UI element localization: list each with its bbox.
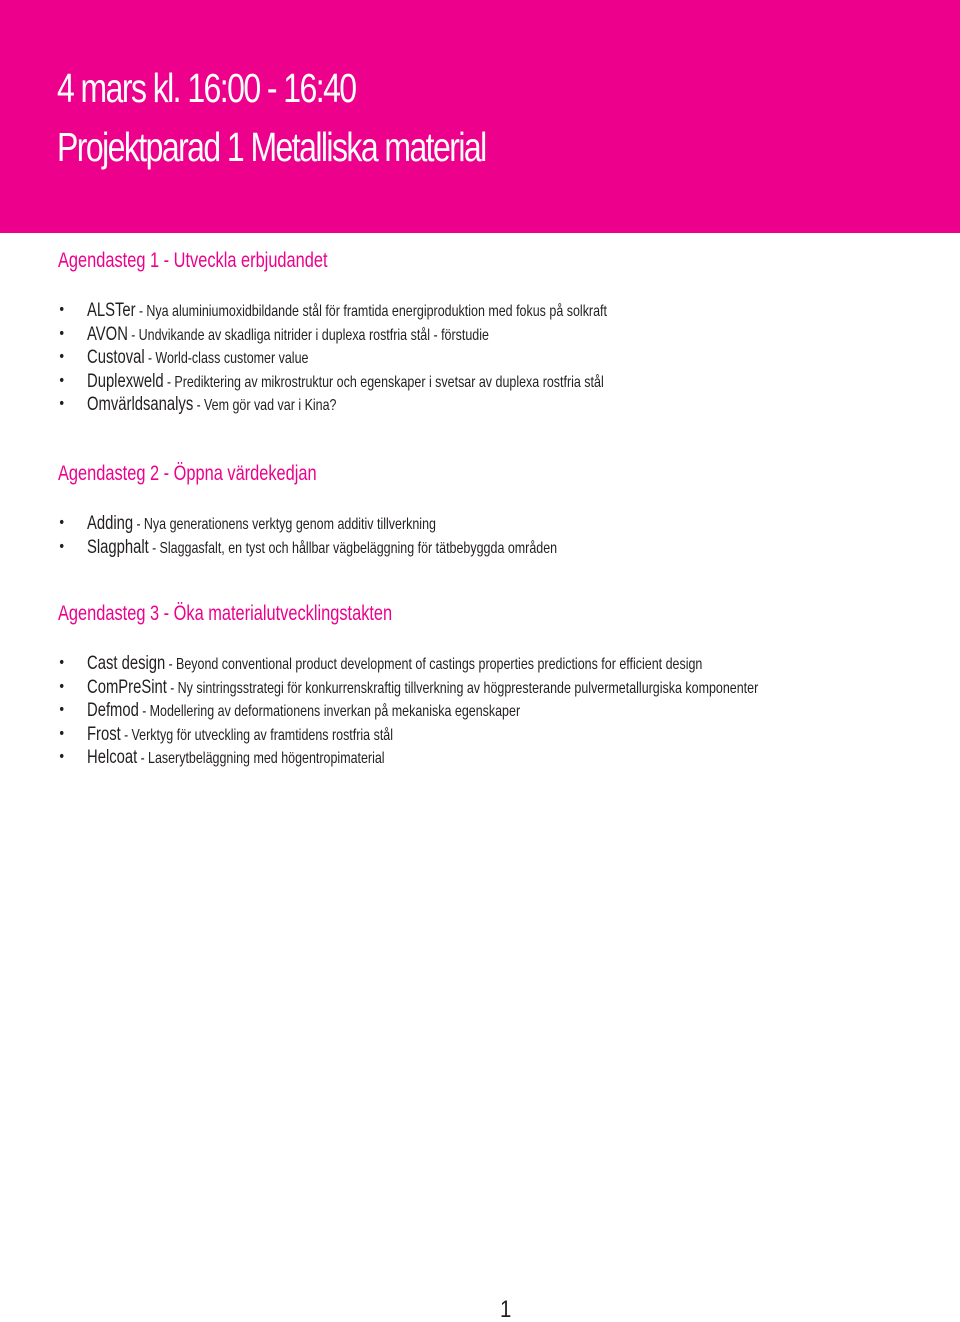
list-item: • Defmod - Modellering av deformationens inverkan på mekaniska egenskaper [58,700,521,721]
project-description: Beyond conventional product development of castings properties predictions for efficient design [176,656,703,673]
page-header [0,0,960,233]
project-name: Defmod [87,700,139,721]
list-item: • ALSTer - Nya aluminiumoxidbildande stål för framtida energiproduktion med fokus på solkraft [58,300,607,321]
project-name: ALSTer [87,300,136,321]
project-name: Helcoat [87,747,138,768]
bullet-icon: • [58,372,66,389]
section-title: Agendasteg 3 - Öka materialutvecklingstakten [58,602,393,625]
project-description: Verktyg för utveckling av framtidens rostfria stål [131,726,394,744]
bullet-icon: • [58,725,66,742]
list-item: • Adding - Nya generationens verktyg genom additiv tillverkning [58,513,436,534]
page-number: 1 [500,1296,512,1322]
project-name: Adding [87,513,134,534]
session-title: Projektparad 1 Metalliska material [57,124,486,170]
bullet-icon: • [58,349,66,365]
project-description: Prediktering av mikrostruktur och egenskaper i svetsar av duplexa rostfria stål [174,373,604,391]
list-item: • Omvärldsanalys - Vem gör vad var i Kina? [58,394,337,415]
list-item: • ComPreSint - Ny sintringsstrategi för konkurrenskraftig tillverkning av högpresterande pulvermetallurgiska komponenter [58,676,759,698]
project-description: Slaggasfalt, en tyst och hållbar vägbeläggning för tätbebyggda områden [159,539,558,557]
agenda-section-3 [58,603,938,770]
list-item: • AVON - Undvikande av skadliga nitrider i duplexa rostfria stål - förstudie [58,323,489,345]
bullet-icon: • [58,515,66,531]
project-name: Slagphalt [87,536,149,558]
project-description: Modellering av deformationens inverkan på mekaniska egenskaper [149,703,521,720]
project-name: Duplexweld [87,370,164,392]
project-description: Vem gör vad var i Kina? [204,397,337,414]
project-list [58,299,938,417]
project-name: Custoval [87,347,145,368]
project-description: Ny sintringsstrategi för konkurrenskraftig tillverkning av högpresterande pulvermetallurgiska komponenter [177,679,759,697]
bullet-icon: • [58,538,66,555]
project-list [58,652,938,770]
bullet-icon: • [58,702,66,718]
agenda-section-2 [58,463,938,559]
bullet-icon: • [58,749,66,765]
project-name: AVON [87,323,128,345]
bullet-icon: • [58,655,66,671]
bullet-icon: • [58,678,66,695]
project-name: ComPreSint [87,676,167,698]
bullet-icon: • [58,396,66,412]
section-title: Agendasteg 1 - Utveckla erbjudandet [58,249,328,272]
project-list [58,512,938,559]
project-description: Nya aluminiumoxidbildande stål för framtida energiproduktion med fokus på solkraft [146,303,607,320]
project-description: Undvikande av skadliga nitrider i duplexa rostfria stål - förstudie [138,326,489,344]
agenda-section-1 [58,250,938,417]
project-name: Frost [87,723,121,745]
project-name: Omvärldsanalys [87,394,194,415]
list-item: • Cast design - Beyond conventional product development of castings properties predictions for efficient design [58,653,703,674]
list-item: • Duplexweld - Prediktering av mikrostruktur och egenskaper i svetsar av duplexa rostfria stål [58,370,604,392]
list-item: • Frost - Verktyg för utveckling av framtidens rostfria stål [58,723,394,745]
bullet-icon: • [58,302,66,318]
list-item: • Slagphalt - Slaggasfalt, en tyst och hållbar vägbeläggning för tätbebyggda områden [58,536,558,558]
project-name: Cast design [87,653,166,674]
list-item: • Custoval - World-class customer value [58,347,309,368]
project-description: Laserytbeläggning med högentropimaterial [147,750,385,767]
bullet-icon: • [58,325,66,342]
project-description: Nya generationens verktyg genom additiv tillverkning [143,516,436,533]
list-item: • Helcoat - Laserytbeläggning med högentropimaterial [58,747,385,768]
section-title: Agendasteg 2 - Öppna värdekedjan [58,462,317,485]
session-time: 4 mars kl. 16:00 - 16:40 [57,65,356,111]
project-description: World-class customer value [155,350,309,367]
